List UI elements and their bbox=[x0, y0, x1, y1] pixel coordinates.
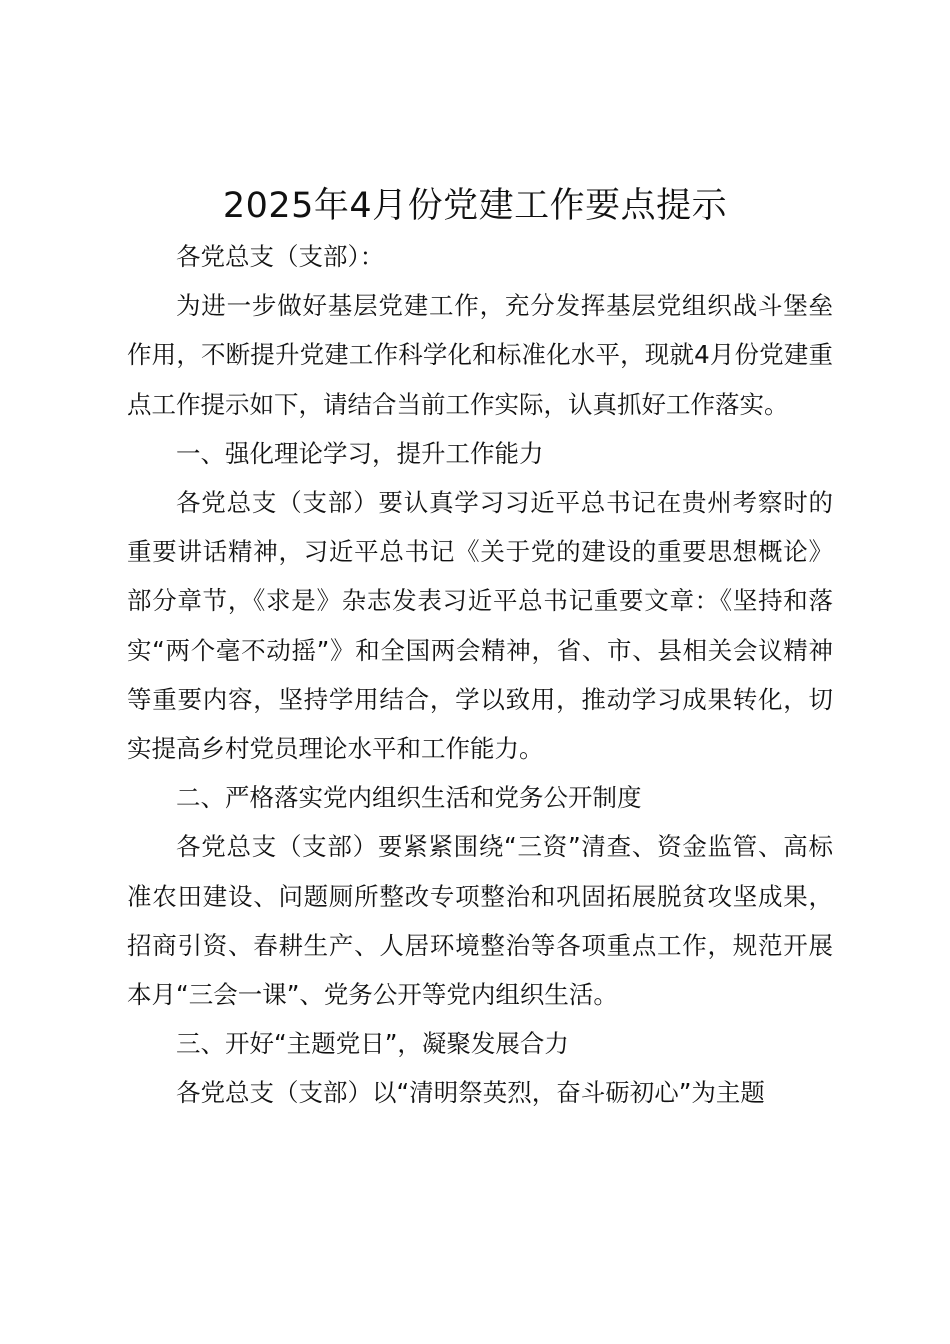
intro-paragraph: 为进一步做好基层党建工作，充分发挥基层党组织战斗堡垒作用，不断提升党建工作科学化和标准化水平，现就4月份党建重点工作提示如下，请结合当前工作实际，认真抓好工作落实。 bbox=[127, 291, 833, 419]
section-body-1: 各党总支（支部）要认真学习习近平总书记在贵州考察时的重要讲话精神，习近平总书记《关于党的建设的重要思想概论》部分章节，《求是》杂志发表习近平总书记重要文章：《坚持和落实“两个毫不动摇”》和全国两会精神，省、市、县相关会议精神等重要内容，坚持学用结合，学以致用，推动学习成果转化，切实提高乡村党员理论水平和工作能力。 bbox=[127, 488, 833, 764]
section-body-2: 各党总支（支部）要紧紧围绕“三资”清查、资金监管、高标准农田建设、问题厕所整改专项整治和巩固拓展脱贫攻坚成果，招商引资、春耕生产、人居环境整治等各项重点工作，规范开展本月“三会一课”、党务公开等党内组织生活。 bbox=[127, 832, 833, 1010]
document-title: 2025年4月份党建工作要点提示 bbox=[222, 186, 728, 226]
document-body bbox=[127, 232, 833, 1118]
section-heading-2: 二、严格落实党内组织生活和党务公开制度 bbox=[176, 783, 642, 813]
section-heading-1: 一、强化理论学习，提升工作能力 bbox=[176, 438, 544, 468]
section-heading-3: 三、开好“主题党日”，凝聚发展合力 bbox=[176, 1029, 569, 1059]
salutation: 各党总支（支部）： bbox=[176, 242, 385, 271]
section-body-3: 各党总支（支部）以“清明祭英烈，奋斗砺初心”为主题 bbox=[176, 1078, 765, 1108]
